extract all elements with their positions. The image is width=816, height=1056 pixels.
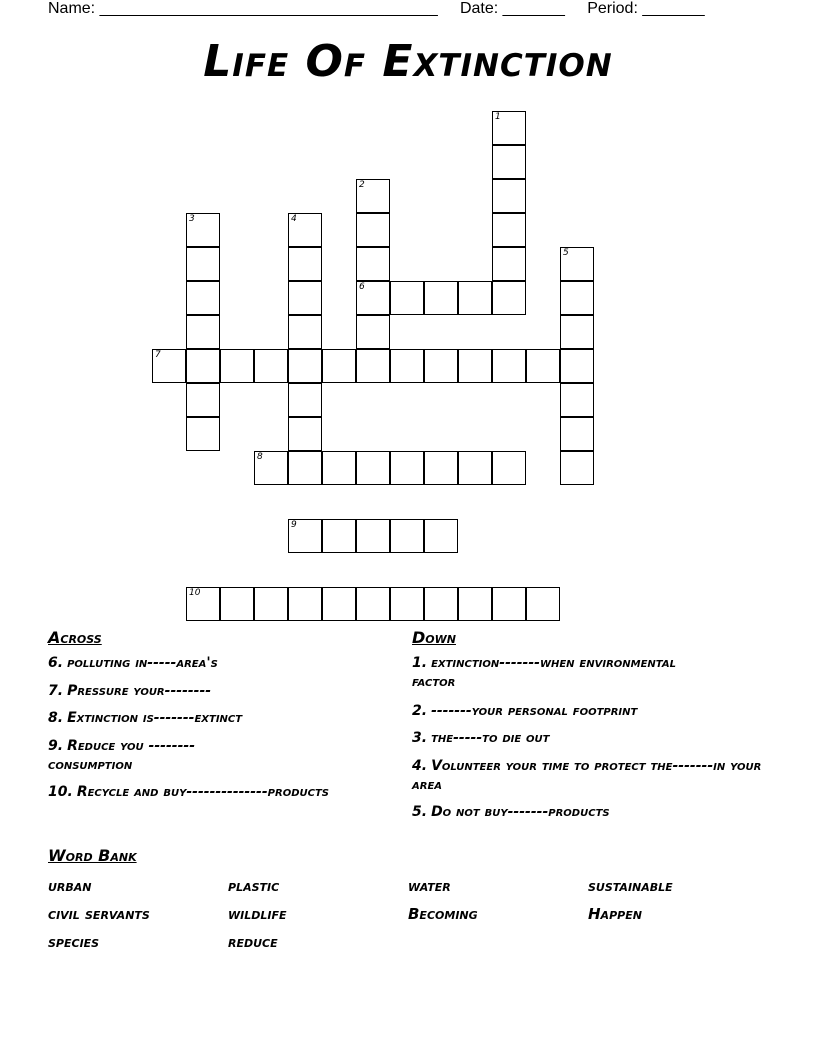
header-fields	[48, 0, 705, 18]
crossword-cell[interactable]	[560, 281, 594, 315]
crossword-cell[interactable]	[560, 349, 594, 383]
crossword-cell[interactable]	[186, 587, 220, 621]
across-clue	[48, 682, 388, 701]
crossword-cell[interactable]	[424, 281, 458, 315]
clue-number: 3.	[412, 730, 428, 746]
crossword-cell[interactable]	[288, 519, 322, 553]
word-bank-item: reduce	[228, 933, 278, 951]
word-bank-item: species	[48, 933, 100, 951]
crossword-cell[interactable]	[254, 451, 288, 485]
period-blank[interactable]: _______	[642, 0, 705, 17]
word-bank-item: water	[408, 877, 451, 895]
word-bank-heading: Word Bank	[48, 846, 137, 865]
clue-number-label: 2	[359, 180, 365, 190]
page-title: Life Of Extinction	[203, 36, 613, 87]
crossword-cell[interactable]	[492, 349, 526, 383]
crossword-cell[interactable]	[356, 451, 390, 485]
crossword-cell[interactable]	[186, 417, 220, 451]
crossword-cell[interactable]	[424, 519, 458, 553]
crossword-cell[interactable]	[186, 383, 220, 417]
crossword-cell[interactable]	[492, 145, 526, 179]
crossword-cell[interactable]	[390, 281, 424, 315]
crossword-cell[interactable]	[356, 519, 390, 553]
crossword-cell[interactable]	[288, 315, 322, 349]
name-blank[interactable]: ______________________________________	[99, 0, 438, 17]
across-heading: Across	[48, 628, 102, 647]
crossword-cell[interactable]	[390, 587, 424, 621]
clue-number-label: 7	[155, 350, 161, 360]
crossword-cell[interactable]	[356, 587, 390, 621]
crossword-cell[interactable]	[356, 315, 390, 349]
crossword-cell[interactable]	[186, 247, 220, 281]
clue-text: Volunteer your time to protect the-------in your area	[412, 758, 762, 793]
word-bank-item: Happen	[588, 905, 642, 923]
clue-number: 4.	[412, 758, 428, 774]
down-clue	[412, 654, 712, 692]
across-clue	[48, 783, 348, 802]
word-bank-item: civil servants	[48, 905, 150, 923]
crossword-cell[interactable]	[424, 349, 458, 383]
crossword-cell[interactable]	[356, 247, 390, 281]
crossword-cell[interactable]	[424, 451, 458, 485]
crossword-cell[interactable]	[458, 587, 492, 621]
crossword-cell[interactable]	[492, 451, 526, 485]
crossword-cell[interactable]	[492, 111, 526, 145]
crossword-cell[interactable]	[390, 451, 424, 485]
clue-number-label: 5	[563, 248, 569, 258]
clue-text: Do not buy-------products	[431, 804, 610, 820]
across-clue	[48, 654, 388, 673]
crossword-cell[interactable]	[390, 349, 424, 383]
crossword-cell[interactable]	[186, 315, 220, 349]
clue-text: -------your personal footprint	[431, 703, 638, 719]
word-bank-item: Becoming	[408, 905, 478, 923]
crossword-cell[interactable]	[560, 315, 594, 349]
down-clue	[412, 729, 752, 748]
crossword-cell[interactable]	[288, 281, 322, 315]
crossword-cell[interactable]	[152, 349, 186, 383]
crossword-cell[interactable]	[288, 451, 322, 485]
down-clue	[412, 702, 772, 721]
clue-text: Reduce you --------consumption	[48, 738, 196, 773]
clue-number: 7.	[48, 683, 64, 699]
clue-number: 10.	[48, 784, 73, 800]
crossword-cell[interactable]	[356, 281, 390, 315]
clue-number-label: 3	[189, 214, 195, 224]
crossword-cell[interactable]	[560, 247, 594, 281]
date-blank[interactable]: _______	[502, 0, 565, 17]
crossword-cell[interactable]	[356, 179, 390, 213]
word-bank-item: urban	[48, 877, 92, 895]
crossword-cell[interactable]	[322, 451, 356, 485]
crossword-cell[interactable]	[186, 349, 220, 383]
crossword-cell[interactable]	[220, 349, 254, 383]
crossword-cell[interactable]	[322, 519, 356, 553]
crossword-cell[interactable]	[288, 587, 322, 621]
clue-text: Recycle and buy--------------products	[76, 784, 329, 800]
crossword-cell[interactable]	[492, 247, 526, 281]
crossword-cell[interactable]	[492, 179, 526, 213]
crossword-cell[interactable]	[560, 383, 594, 417]
crossword-cell[interactable]	[560, 451, 594, 485]
date-label: Date:	[459, 0, 499, 17]
crossword-cell[interactable]	[492, 281, 526, 315]
clue-number: 8.	[48, 710, 64, 726]
crossword-cell[interactable]	[322, 587, 356, 621]
clue-text: Extinction is-------extinct	[67, 710, 243, 726]
crossword-cell[interactable]	[458, 349, 492, 383]
word-bank-item: wildlife	[228, 905, 287, 923]
clue-text: the-----to die out	[431, 730, 550, 746]
crossword-cell[interactable]	[424, 587, 458, 621]
crossword-cell[interactable]	[288, 383, 322, 417]
clue-number: 5.	[412, 804, 428, 820]
clue-number-label: 1	[495, 112, 501, 122]
crossword-cell[interactable]	[492, 587, 526, 621]
clue-number: 6.	[48, 655, 64, 671]
crossword-cell[interactable]	[356, 213, 390, 247]
crossword-cell[interactable]	[526, 349, 560, 383]
across-clue	[48, 737, 278, 775]
clue-text: Pressure your--------	[67, 683, 212, 699]
clue-number-label: 9	[291, 520, 297, 530]
crossword-cell[interactable]	[254, 349, 288, 383]
clue-number-label: 8	[257, 452, 263, 462]
crossword-cell[interactable]	[356, 349, 390, 383]
clue-number: 2.	[412, 703, 428, 719]
crossword-cell[interactable]	[560, 417, 594, 451]
crossword-cell[interactable]	[322, 349, 356, 383]
crossword-cell[interactable]	[220, 587, 254, 621]
down-clue	[412, 757, 772, 795]
crossword-cell[interactable]	[288, 349, 322, 383]
across-clue	[48, 709, 388, 728]
crossword-cell[interactable]	[288, 247, 322, 281]
crossword-cell[interactable]	[288, 417, 322, 451]
crossword-cell[interactable]	[390, 519, 424, 553]
word-bank-item: sustainable	[588, 877, 673, 895]
crossword-cell[interactable]	[458, 451, 492, 485]
crossword-cell[interactable]	[526, 587, 560, 621]
word-bank-item: plastic	[228, 877, 280, 895]
crossword-cell[interactable]	[186, 281, 220, 315]
crossword-cell[interactable]	[186, 213, 220, 247]
name-label: Name:	[48, 0, 96, 17]
crossword-cell[interactable]	[254, 587, 288, 621]
clue-text: polluting in-----area's	[67, 655, 218, 671]
clue-number: 1.	[412, 655, 428, 671]
crossword-cell[interactable]	[492, 213, 526, 247]
clue-number-label: 4	[291, 214, 297, 224]
crossword-cell[interactable]	[458, 281, 492, 315]
clue-number-label: 6	[359, 282, 365, 292]
clue-number: 9.	[48, 738, 64, 754]
down-clue	[412, 803, 772, 822]
clue-number-label: 10	[189, 588, 201, 598]
period-label: Period:	[587, 0, 638, 17]
down-heading: Down	[412, 628, 456, 647]
clue-text: extinction-------when environmental factor	[412, 655, 676, 690]
crossword-cell[interactable]	[288, 213, 322, 247]
